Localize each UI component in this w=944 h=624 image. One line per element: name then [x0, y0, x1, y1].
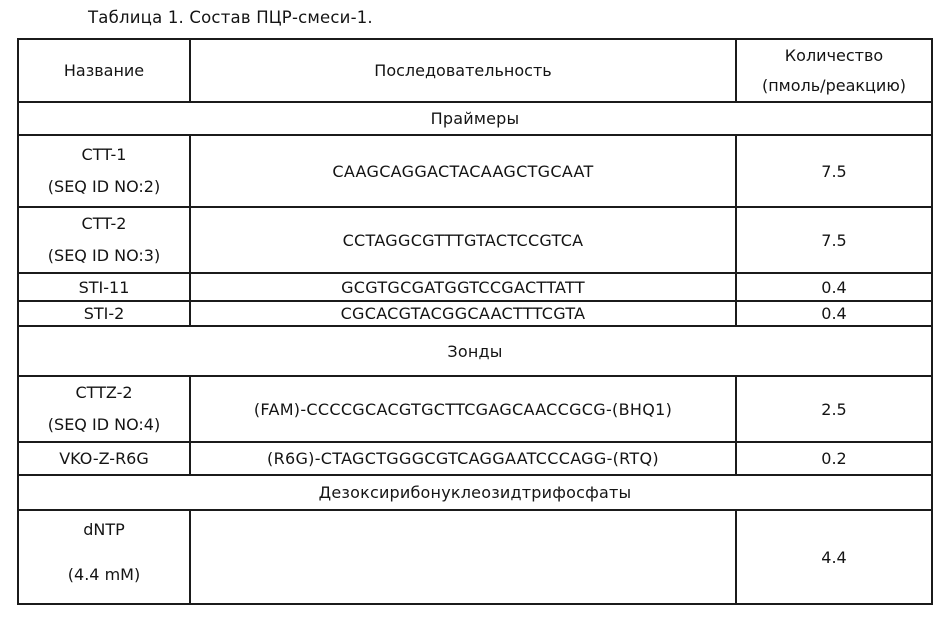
quantity-cell: 7.5: [736, 135, 932, 207]
name-line1: CTT-2: [81, 214, 127, 233]
section-label-dntp: Дезоксирибонуклеозидтрифосфаты: [18, 475, 932, 510]
name-line1: dNTP: [83, 520, 125, 539]
section-row-probes: [18, 326, 932, 376]
quantity-cell: 4.4: [736, 510, 932, 604]
sequence-cell: CCTAGGCGTTTGTACTCCGTCA: [190, 207, 736, 273]
name-cell: VKO-Z-R6G: [18, 442, 190, 475]
name-cell: [18, 376, 190, 442]
header-sequence: Последовательность: [190, 39, 736, 102]
quantity-cell: 0.2: [736, 442, 932, 475]
quantity-cell: 7.5: [736, 207, 932, 273]
table-row: [18, 376, 932, 442]
section-label-probes: Зонды: [18, 326, 932, 376]
table-row: [18, 442, 932, 475]
table-row: [18, 207, 932, 273]
name-cell: STI-2: [18, 301, 190, 326]
header-quantity-line2: (пмоль/реакцию): [761, 75, 907, 95]
name-cell: STI-11: [18, 273, 190, 301]
table-row: [18, 510, 932, 604]
name-cell: [18, 135, 190, 207]
sequence-cell: CGCACGTACGGCAACTTTCGTA: [190, 301, 736, 326]
quantity-cell: 2.5: [736, 376, 932, 442]
header-quantity: [736, 39, 932, 102]
table-header-row: [18, 39, 932, 102]
name-line2: (SEQ ID NO:2): [47, 177, 161, 196]
section-row-dntp: [18, 475, 932, 510]
sequence-cell: GCGTGCGATGGTCCGACTTATT: [190, 273, 736, 301]
name-line2: (4.4 mM): [67, 565, 141, 584]
table-caption: Таблица 1. Состав ПЦР-смеси-1.: [88, 8, 373, 27]
sequence-cell: (R6G)-CTAGCTGGGCGTCAGGAATCCCAGG-(RTQ): [190, 442, 736, 475]
quantity-cell: 0.4: [736, 273, 932, 301]
header-name: Название: [18, 39, 190, 102]
table-row: [18, 135, 932, 207]
table-row: [18, 301, 932, 326]
name-cell: [18, 510, 190, 604]
sequence-cell: (FAM)-CCCCGCACGTGCTTCGAGCAACCGCG-(BHQ1): [190, 376, 736, 442]
header-quantity-line1: Количество: [784, 45, 884, 65]
section-row-primers: [18, 102, 932, 135]
name-line2: (SEQ ID NO:4): [47, 415, 161, 434]
name-line1: CTTZ-2: [75, 383, 133, 402]
sequence-cell: CAAGCAGGACTACAAGCTGCAAT: [190, 135, 736, 207]
table-row: [18, 273, 932, 301]
sequence-cell: [190, 510, 736, 604]
pcr-mix-table: [17, 38, 933, 605]
name-line2: (SEQ ID NO:3): [47, 246, 161, 265]
quantity-cell: 0.4: [736, 301, 932, 326]
section-label-primers: Праймеры: [18, 102, 932, 135]
name-line1: CTT-1: [81, 145, 127, 164]
name-cell: [18, 207, 190, 273]
